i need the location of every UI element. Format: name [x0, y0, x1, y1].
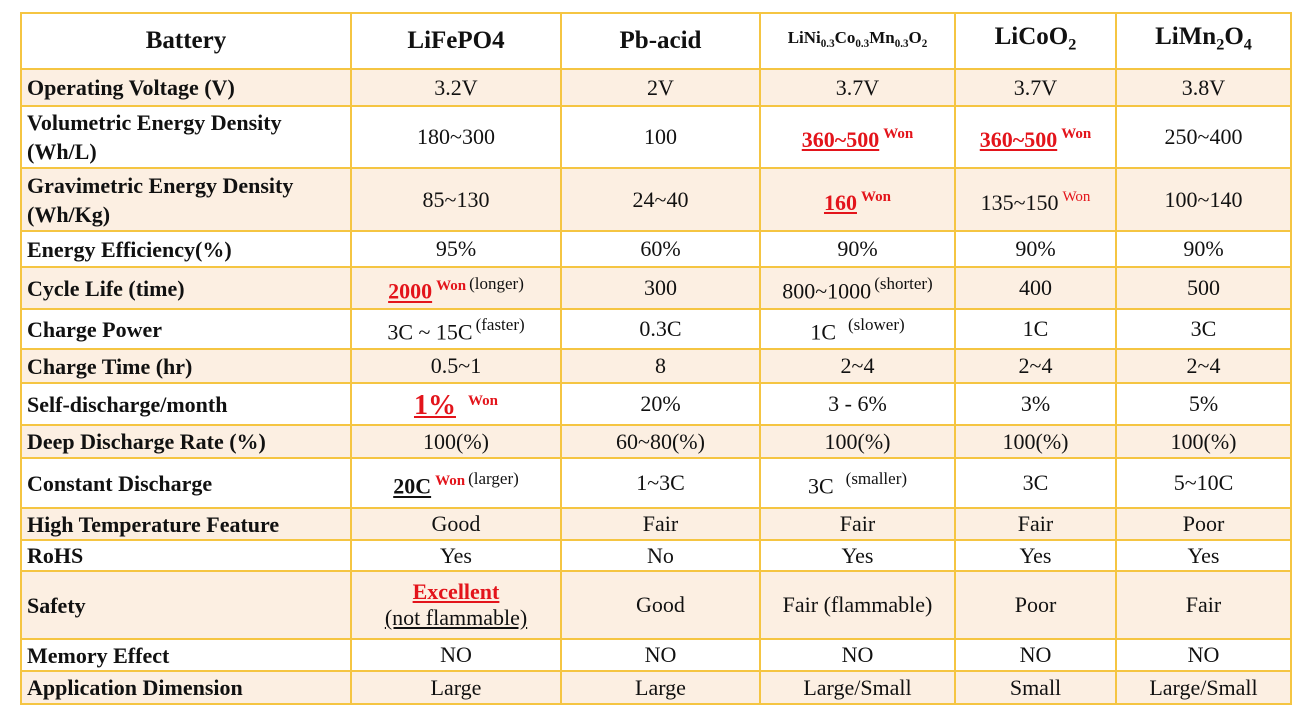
cell-limn2o4: 250~400 — [1116, 106, 1291, 168]
header-battery: Battery — [21, 13, 351, 69]
cell-lifepo4: NO — [351, 639, 561, 671]
row-label: Cycle Life (time) — [21, 267, 351, 309]
row-label: Charge Power — [21, 309, 351, 349]
cell-licoo2: Poor — [955, 571, 1116, 639]
cell-limn2o4: 100~140 — [1116, 168, 1291, 231]
won-mark: Won — [435, 472, 466, 489]
cell-licoo2: Small — [955, 671, 1116, 704]
highlight-value: 2000 — [388, 278, 433, 304]
cell-limn2o4: NO — [1116, 639, 1291, 671]
highlight-value: Excellent — [412, 579, 500, 604]
cell-limn2o4: Large/Small — [1116, 671, 1291, 704]
cell-nmc: 3.7V — [760, 69, 955, 106]
cell-nmc: Yes — [760, 540, 955, 571]
won-mark: Won — [436, 277, 467, 294]
cell-licoo2: 3.7V — [955, 69, 1116, 106]
highlight-value: 360~500 — [979, 127, 1058, 152]
table-row — [21, 540, 1291, 571]
cell-limn2o4: Yes — [1116, 540, 1291, 571]
cell-lifepo4: 100(%) — [351, 425, 561, 458]
row-label: High Temperature Feature — [21, 508, 351, 540]
won-mark: Won — [883, 126, 914, 142]
won-mark: Won — [467, 393, 498, 409]
cell-licoo2: 3% — [955, 383, 1116, 425]
header-pb-acid: Pb-acid — [561, 13, 760, 69]
cell-licoo2: 1C — [955, 309, 1116, 349]
cell-limn2o4: Fair — [1116, 571, 1291, 639]
cell-pb-acid: NO — [561, 639, 760, 671]
highlight-value: 1% — [413, 390, 456, 421]
cell-lifepo4: 3.2V — [351, 69, 561, 106]
cell-pb-acid: 20% — [561, 383, 760, 425]
note: (smaller) — [845, 469, 908, 489]
header-limn2o4: $LiMn_2O_4$ — [1116, 13, 1291, 69]
won-mark: Won — [1062, 188, 1091, 205]
header-row — [21, 13, 1291, 69]
cell-pb-acid: 24~40 — [561, 168, 760, 231]
won-mark: Won — [1061, 126, 1092, 142]
cell-lifepo4: Good — [351, 508, 561, 540]
cell-nmc: 2~4 — [760, 349, 955, 383]
cell-nmc: 90% — [760, 231, 955, 267]
cell-pb-acid: Large — [561, 671, 760, 704]
cell-nmc: 100(%) — [760, 425, 955, 458]
row-label: Operating Voltage (V) — [21, 69, 351, 106]
table-row — [21, 106, 1291, 168]
row-label: Constant Discharge — [21, 458, 351, 508]
table-row — [21, 639, 1291, 671]
cell-lifepo4 — [351, 383, 561, 425]
table-row — [21, 458, 1291, 508]
row-label: Energy Efficiency(%) — [21, 231, 351, 267]
cell-nmc: Fair (flammable) — [760, 571, 955, 639]
cell-limn2o4: 90% — [1116, 231, 1291, 267]
row-label: RoHS — [21, 540, 351, 571]
cell-pb-acid: 60~80(%) — [561, 425, 760, 458]
cell-limn2o4: 5% — [1116, 383, 1291, 425]
note: (faster) — [475, 315, 525, 335]
cell-pb-acid: No — [561, 540, 760, 571]
table-row — [21, 231, 1291, 267]
highlight-value: 20C — [393, 473, 432, 499]
cell-nmc: 1C $^{(slower)}$ — [760, 309, 955, 349]
cell-lifepo4: Large — [351, 671, 561, 704]
cell-limn2o4: 5~10C — [1116, 458, 1291, 508]
table-row — [21, 383, 1291, 425]
note: (larger) — [468, 469, 519, 489]
highlight-value: 160 — [823, 189, 857, 215]
table-row — [21, 425, 1291, 458]
row-label: Safety — [21, 571, 351, 639]
header-nmc: $LiNi_{0.3}Co_{0.3}Mn_{0.3}O_2$ — [760, 13, 955, 69]
cell-lifepo4 — [351, 571, 561, 639]
cell-nmc — [760, 106, 955, 168]
cell-licoo2: 2~4 — [955, 349, 1116, 383]
cell-nmc: 3 - 6% — [760, 383, 955, 425]
cell-lifepo4 — [351, 267, 561, 309]
cell-nmc: Fair — [760, 508, 955, 540]
cell-pb-acid: Fair — [561, 508, 760, 540]
cell-licoo2: Fair — [955, 508, 1116, 540]
row-label: Deep Discharge Rate (%) — [21, 425, 351, 458]
table-row — [21, 309, 1291, 349]
row-label: Gravimetric Energy Density (Wh/Kg) — [21, 168, 351, 231]
cell-pb-acid: 1~3C — [561, 458, 760, 508]
cell-pb-acid: 8 — [561, 349, 760, 383]
cell-nmc: 3C $^{(smaller)}$ — [760, 458, 955, 508]
row-label: Charge Time (hr) — [21, 349, 351, 383]
cell-pb-acid: 100 — [561, 106, 760, 168]
row-label: Self-discharge/month — [21, 383, 351, 425]
cell-licoo2: NO — [955, 639, 1116, 671]
cell-nmc: 800~1000 $^{(shorter)}$ — [760, 267, 955, 309]
row-label: Memory Effect — [21, 639, 351, 671]
cell-pb-acid: Good — [561, 571, 760, 639]
cell-licoo2: 90% — [955, 231, 1116, 267]
table-row — [21, 508, 1291, 540]
cell-limn2o4: 3.8V — [1116, 69, 1291, 106]
table-row — [21, 267, 1291, 309]
row-label: Volumetric Energy Density (Wh/L) — [21, 106, 351, 168]
cell-pb-acid: 0.3C — [561, 309, 760, 349]
cell-lifepo4: 180~300 — [351, 106, 561, 168]
note: (longer) — [469, 274, 524, 294]
cell-nmc — [760, 168, 955, 231]
cell-licoo2: 100(%) — [955, 425, 1116, 458]
cell-limn2o4: 500 — [1116, 267, 1291, 309]
cell-limn2o4: 3C — [1116, 309, 1291, 349]
table-row — [21, 349, 1291, 383]
cell-licoo2: 3C — [955, 458, 1116, 508]
cell-lifepo4: 95% — [351, 231, 561, 267]
table-row — [21, 671, 1291, 704]
cell-licoo2: 135~150 $^{Won}$ — [955, 168, 1116, 231]
note: (shorter) — [874, 274, 933, 294]
note: (slower) — [848, 315, 905, 335]
cell-limn2o4: 2~4 — [1116, 349, 1291, 383]
cell-pb-acid: 60% — [561, 231, 760, 267]
row-label: Application Dimension — [21, 671, 351, 704]
battery-comparison-table — [20, 12, 1292, 705]
cell-licoo2: Yes — [955, 540, 1116, 571]
cell-limn2o4: 100(%) — [1116, 425, 1291, 458]
note: (not flammable) — [384, 605, 528, 630]
table-row — [21, 168, 1291, 231]
table-row — [21, 69, 1291, 106]
cell-limn2o4: Poor — [1116, 508, 1291, 540]
table-row — [21, 571, 1291, 639]
cell-lifepo4: 85~130 — [351, 168, 561, 231]
highlight-value: 360~500 — [801, 127, 880, 152]
cell-pb-acid: 2V — [561, 69, 760, 106]
won-mark: Won — [860, 188, 891, 205]
cell-lifepo4: Yes — [351, 540, 561, 571]
cell-licoo2 — [955, 106, 1116, 168]
cell-nmc: Large/Small — [760, 671, 955, 704]
cell-lifepo4 — [351, 458, 561, 508]
header-licoo2: LiCoO$_2$ — [955, 13, 1116, 69]
header-lifepo4: LiFePO4 — [351, 13, 561, 69]
cell-pb-acid: 300 — [561, 267, 760, 309]
cell-lifepo4: 3C ~ 15C $^{(faster)}$ — [351, 309, 561, 349]
cell-lifepo4: 0.5~1 — [351, 349, 561, 383]
cell-nmc: NO — [760, 639, 955, 671]
cell-licoo2: 400 — [955, 267, 1116, 309]
